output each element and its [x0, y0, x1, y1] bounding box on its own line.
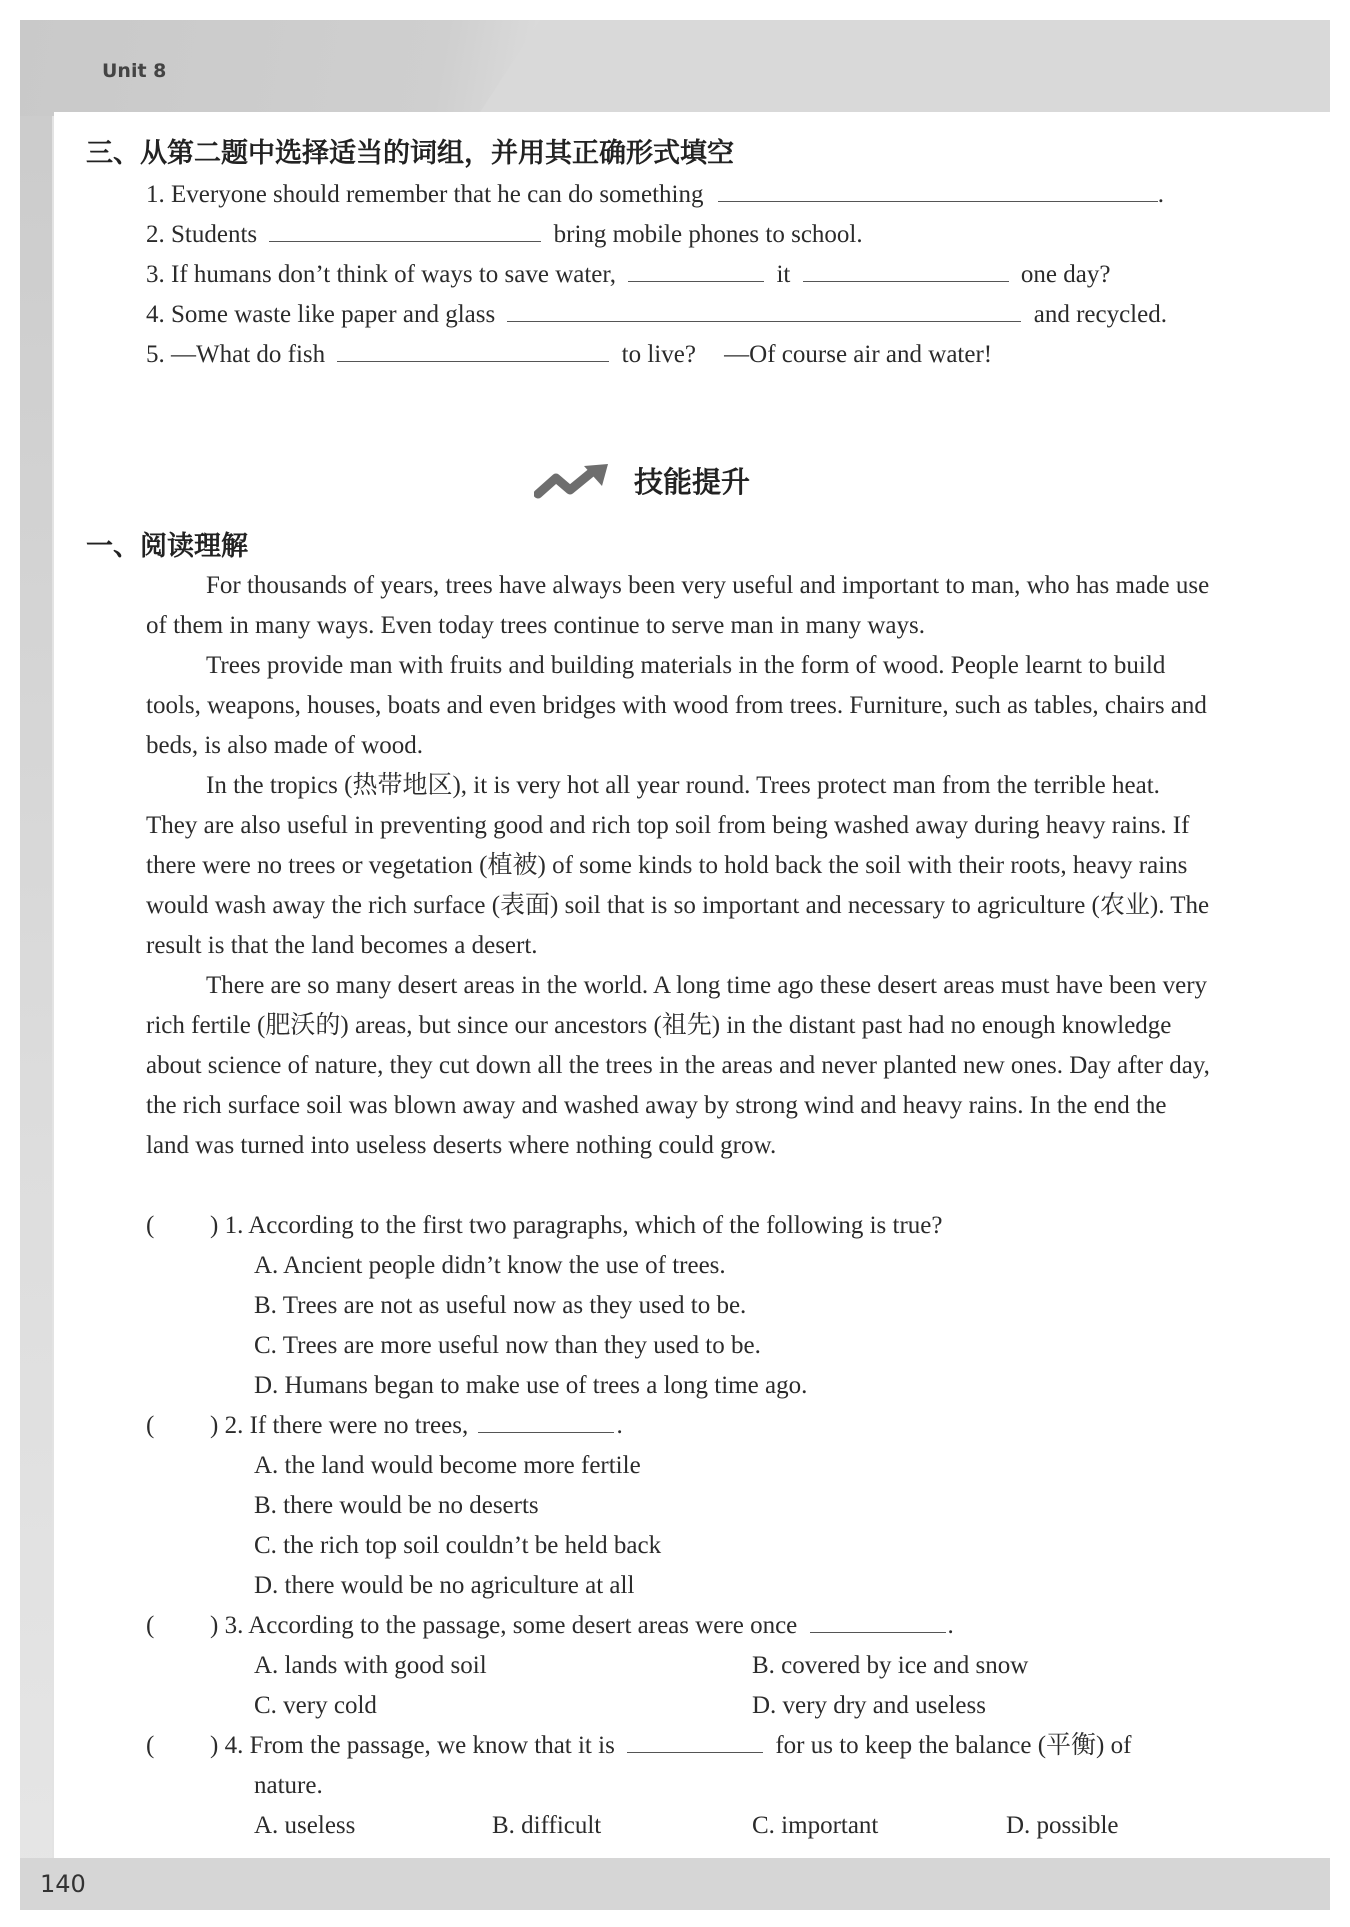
- answer-blank[interactable]: [810, 1606, 946, 1633]
- q4-option-b[interactable]: B. difficult: [492, 1812, 602, 1839]
- question-text: .: [616, 1412, 623, 1439]
- question-text: ) 4. From the passage, we know that it is: [210, 1732, 615, 1759]
- answer-paren[interactable]: (: [146, 1612, 155, 1639]
- fill-item-text: 4. Some waste like paper and glass: [146, 301, 496, 328]
- q3-option-c[interactable]: C. very cold: [254, 1692, 377, 1719]
- question-4-stem-cont: nature.: [254, 1772, 323, 1799]
- q2-option-b[interactable]: B. there would be no deserts: [254, 1492, 539, 1519]
- fill-item-text: to live?: [621, 341, 696, 368]
- unit-label: Unit 8: [102, 60, 167, 82]
- question-4-stem: [210, 1726, 1131, 1766]
- reading-title: 一、阅读理解: [86, 531, 248, 562]
- question-1-stem: ) 1. According to the first two paragraphs, which of the following is true?: [210, 1212, 943, 1239]
- question-text: .: [947, 1612, 954, 1639]
- answer-blank[interactable]: [803, 255, 1009, 282]
- side-band: [20, 20, 52, 1910]
- passage-paragraph-3: In the tropics (热带地区), it is very hot all year round. Trees protect man from the terrible heat. They are also useful in preventing good and rich top soil from being washed away during heavy rains. If there were no trees or vegetation (植被) of some kinds to hold back the soil with their roots, heavy rains would wash away the rich surface (表面) soil that is so important and necessary to agriculture (农业). The result is that the land becomes a desert.: [146, 772, 1210, 959]
- footer-band: [20, 1858, 1330, 1910]
- q1-option-a[interactable]: A. Ancient people didn’t know the use of trees.: [254, 1252, 726, 1279]
- answer-blank[interactable]: [507, 295, 1021, 322]
- q1-option-d[interactable]: D. Humans began to make use of trees a long time ago.: [254, 1372, 808, 1399]
- answer-blank[interactable]: [627, 1726, 763, 1753]
- fill-item-text: it: [776, 261, 791, 288]
- question-text: ) 2. If there were no trees,: [210, 1412, 469, 1439]
- fill-item-text: .: [1157, 181, 1164, 208]
- q4-option-a[interactable]: A. useless: [254, 1812, 356, 1839]
- fill-item-text: 2. Students: [146, 221, 258, 248]
- answer-paren[interactable]: (: [146, 1732, 155, 1759]
- q3-option-d[interactable]: D. very dry and useless: [752, 1692, 986, 1719]
- fill-item-text: and recycled.: [1033, 301, 1167, 328]
- fill-item-4: [146, 295, 1167, 335]
- fill-item-text: 1. Everyone should remember that he can do something: [146, 181, 704, 208]
- q4-option-d[interactable]: D. possible: [1006, 1812, 1119, 1839]
- page-number: 140: [40, 1870, 86, 1898]
- answer-blank[interactable]: [628, 255, 764, 282]
- passage-paragraph-4: There are so many desert areas in the world. A long time ago these desert areas must have been very rich fertile (肥沃的) areas, but since our ancestors (祖先) in the distant past had no enough knowledge about science of nature, they cut down all the trees in the areas and never planted new ones. Day after day, the rich surface soil was blown away and washed away by strong wind and heavy rains. In the end the land was turned into useless deserts where nothing could grow.: [146, 972, 1210, 1159]
- fill-item-text: 5. —What do fish: [146, 341, 326, 368]
- fill-item-2: [146, 215, 863, 255]
- skills-title: 技能提升: [634, 465, 751, 499]
- question-text: for us to keep the balance (平衡) of: [775, 1732, 1132, 1759]
- q1-option-b[interactable]: B. Trees are not as useful now as they used to be.: [254, 1292, 747, 1319]
- fill-item-text: 3. If humans don’t think of ways to save water,: [146, 261, 616, 288]
- fill-item-3: [146, 255, 1110, 295]
- q2-option-c[interactable]: C. the rich top soil couldn’t be held back: [254, 1532, 662, 1559]
- question-text: ) 3. According to the passage, some desert areas were once: [210, 1612, 798, 1639]
- passage-paragraph-1: For thousands of years, trees have always been very useful and important to man, who has made use of them in many ways. Even today trees continue to serve man in many ways.: [146, 572, 1210, 639]
- fill-item-1: [146, 175, 1164, 215]
- answer-blank[interactable]: [478, 1406, 614, 1433]
- q3-option-a[interactable]: A. lands with good soil: [254, 1652, 487, 1679]
- fill-item-5: [146, 335, 992, 375]
- question-3-stem: [210, 1606, 954, 1646]
- trend-arrow-icon: [534, 462, 614, 502]
- passage-paragraph-2: Trees provide man with fruits and building materials in the form of wood. People learnt to build tools, weapons, houses, boats and even bridges with wood from trees. Furniture, such as tables, chairs and beds, is also made of wood.: [146, 652, 1207, 759]
- answer-paren[interactable]: (: [146, 1412, 155, 1439]
- answer-blank[interactable]: [337, 335, 609, 362]
- q2-option-a[interactable]: A. the land would become more fertile: [254, 1452, 641, 1479]
- section3-title: 三、从第二题中选择适当的词组，并用其正确形式填空: [86, 138, 734, 169]
- q1-option-c[interactable]: C. Trees are more useful now than they used to be.: [254, 1332, 761, 1359]
- q2-option-d[interactable]: D. there would be no agriculture at all: [254, 1572, 635, 1599]
- fill-item-text: one day?: [1020, 261, 1111, 288]
- answer-paren[interactable]: (: [146, 1212, 155, 1239]
- answer-blank[interactable]: [718, 175, 1158, 202]
- header-accent: [20, 20, 540, 116]
- fill-item-text: —Of course air and water!: [724, 341, 993, 368]
- answer-blank[interactable]: [269, 215, 541, 242]
- q3-option-b[interactable]: B. covered by ice and snow: [752, 1652, 1029, 1679]
- fill-item-text: bring mobile phones to school.: [553, 221, 863, 248]
- q4-option-c[interactable]: C. important: [752, 1812, 879, 1839]
- question-2-stem: [210, 1406, 623, 1446]
